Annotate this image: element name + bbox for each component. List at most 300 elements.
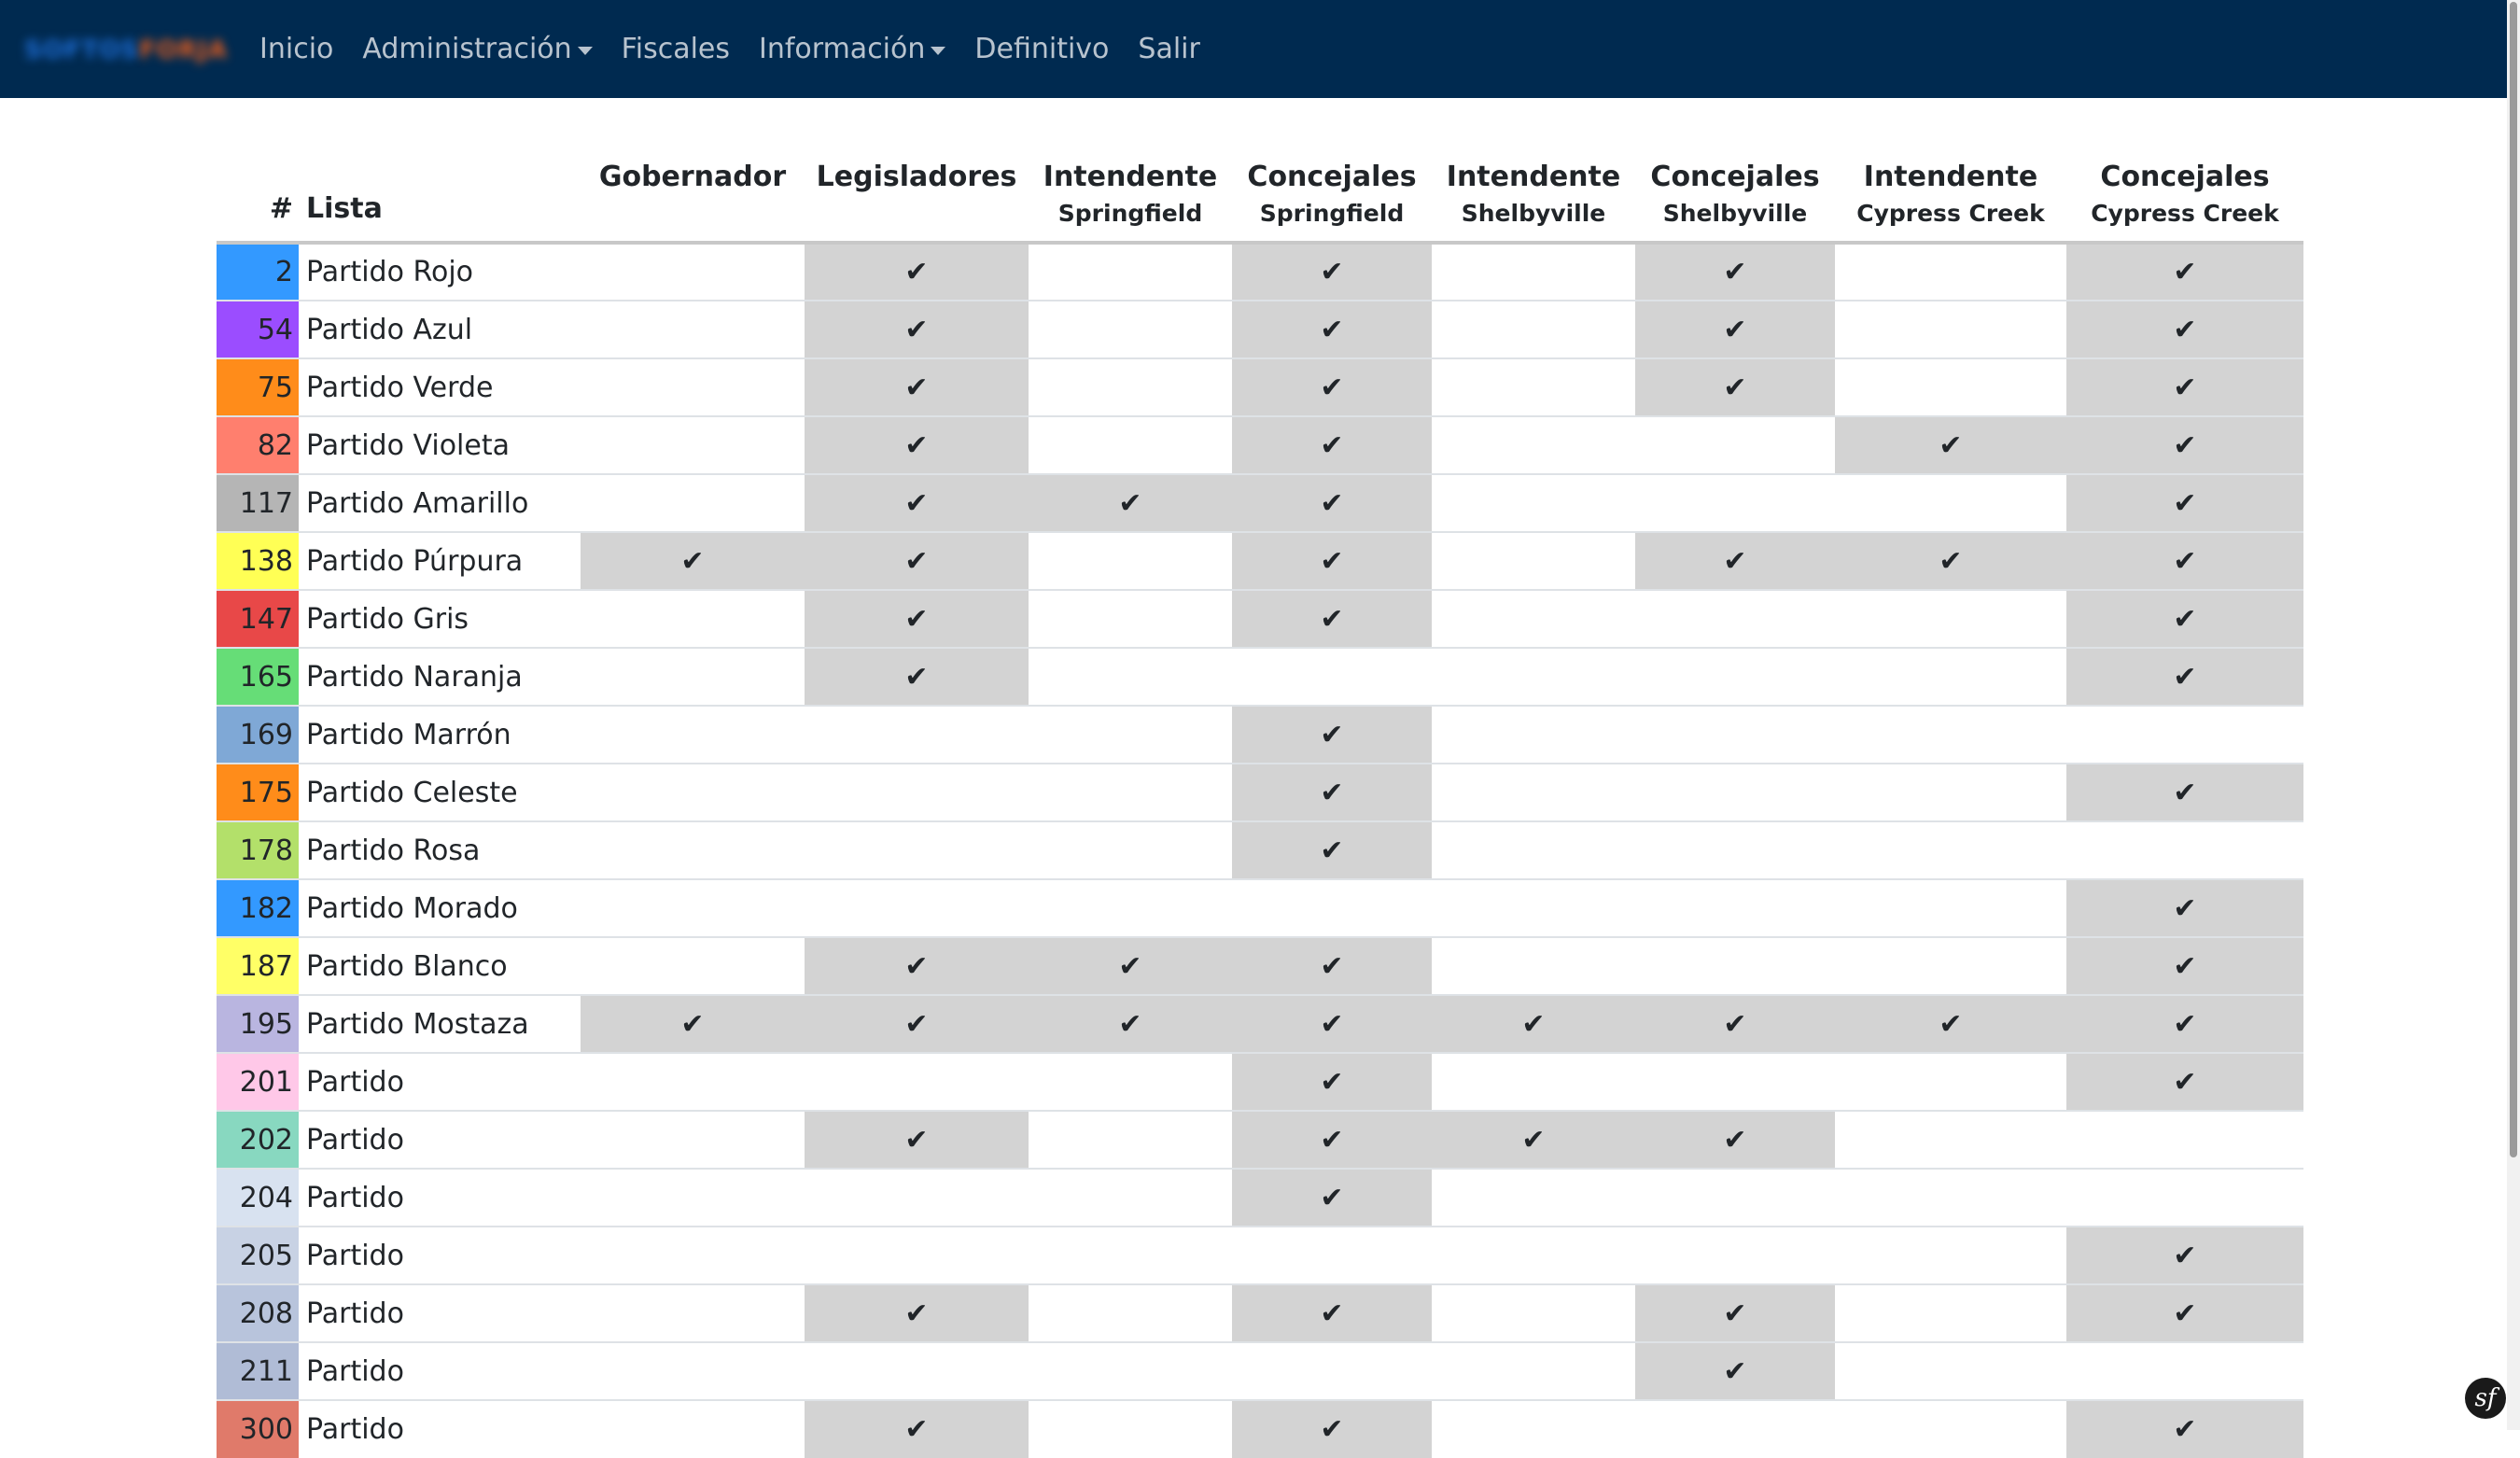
list-number: 178	[217, 821, 299, 879]
header-column-label: Concejales	[1247, 161, 1417, 193]
nav-item-definitivo[interactable]	[974, 33, 1109, 65]
checkmark-icon: ✔	[904, 949, 929, 983]
list-number: 202	[217, 1111, 299, 1169]
checkmark-icon: ✔	[2173, 1007, 2197, 1041]
check-cell	[2066, 764, 2303, 821]
table-row[interactable]	[217, 358, 2303, 416]
checkmark-icon: ✔	[1320, 313, 1344, 346]
empty-cell	[581, 1284, 805, 1342]
empty-cell	[1635, 1227, 1835, 1284]
nav-item-label: Administración	[362, 33, 572, 65]
list-name: Partido	[299, 1169, 581, 1227]
empty-cell	[1029, 243, 1232, 301]
check-cell	[805, 358, 1029, 416]
checkmark-icon: ✔	[1320, 428, 1344, 462]
list-number: 147	[217, 590, 299, 648]
empty-cell	[805, 821, 1029, 879]
table-row[interactable]	[217, 1342, 2303, 1400]
table-row[interactable]	[217, 532, 2303, 590]
empty-cell	[581, 416, 805, 474]
check-cell	[1232, 764, 1432, 821]
empty-cell	[1432, 1227, 1635, 1284]
checkmark-icon: ✔	[2173, 949, 2197, 983]
empty-cell	[1029, 301, 1232, 358]
list-name: Partido	[299, 1053, 581, 1111]
checkmark-icon: ✔	[904, 1123, 929, 1157]
empty-cell	[581, 937, 805, 995]
nav-item-label: Información	[759, 33, 926, 65]
empty-cell	[1232, 1227, 1432, 1284]
list-number: 187	[217, 937, 299, 995]
empty-cell	[805, 879, 1029, 937]
check-cell	[2066, 937, 2303, 995]
table-row[interactable]	[217, 301, 2303, 358]
list-number: 211	[217, 1342, 299, 1400]
empty-cell	[1835, 1053, 2066, 1111]
table-row[interactable]	[217, 821, 2303, 879]
empty-cell	[1835, 474, 2066, 532]
brand-text-part: FORJA	[139, 36, 228, 64]
empty-cell	[1029, 590, 1232, 648]
top-navbar	[0, 0, 2520, 98]
empty-cell	[1232, 1342, 1432, 1400]
empty-cell	[1635, 764, 1835, 821]
header-column	[805, 98, 1029, 243]
empty-cell	[1232, 648, 1432, 706]
check-cell	[1232, 937, 1432, 995]
check-cell	[805, 590, 1029, 648]
empty-cell	[581, 301, 805, 358]
header-column-sublabel: Shelbyville	[1461, 200, 1606, 227]
check-cell	[1432, 1111, 1635, 1169]
list-name: Partido Morado	[299, 879, 581, 937]
list-name: Partido Verde	[299, 358, 581, 416]
checkmark-icon: ✔	[1723, 313, 1747, 346]
table-row[interactable]	[217, 1053, 2303, 1111]
empty-cell	[581, 358, 805, 416]
checkmark-icon: ✔	[1320, 1413, 1344, 1446]
table-row[interactable]	[217, 1400, 2303, 1458]
header-column	[1835, 98, 2066, 243]
checkmark-icon: ✔	[1320, 544, 1344, 578]
nav-item-label: Inicio	[259, 33, 334, 65]
checkmark-icon: ✔	[1320, 718, 1344, 751]
check-cell	[1029, 474, 1232, 532]
list-number: 205	[217, 1227, 299, 1284]
list-number: 182	[217, 879, 299, 937]
check-cell	[805, 937, 1029, 995]
empty-cell	[1029, 1053, 1232, 1111]
empty-cell	[805, 1227, 1029, 1284]
list-name: Partido Celeste	[299, 764, 581, 821]
empty-cell	[1432, 879, 1635, 937]
empty-cell	[1835, 1284, 2066, 1342]
empty-cell	[581, 706, 805, 764]
nav-item-informacion[interactable]	[759, 33, 945, 65]
check-cell	[1835, 532, 2066, 590]
empty-cell	[1029, 648, 1232, 706]
table-row[interactable]	[217, 706, 2303, 764]
list-name: Partido	[299, 1111, 581, 1169]
table-body	[217, 243, 2303, 1458]
checkmark-icon: ✔	[2173, 891, 2197, 925]
check-cell	[1635, 243, 1835, 301]
empty-cell	[1635, 416, 1835, 474]
check-cell	[2066, 416, 2303, 474]
checkmark-icon: ✔	[1723, 256, 1747, 288]
checkmark-icon: ✔	[904, 660, 929, 694]
table-row[interactable]	[217, 474, 2303, 532]
checkmark-icon: ✔	[1320, 1123, 1344, 1157]
table-row[interactable]	[217, 648, 2303, 706]
check-cell	[805, 243, 1029, 301]
checkmark-icon: ✔	[1320, 602, 1344, 636]
empty-cell	[1835, 358, 2066, 416]
check-cell	[1232, 1400, 1432, 1458]
checkmark-icon: ✔	[680, 1007, 705, 1041]
list-name: Partido Marrón	[299, 706, 581, 764]
list-name: Partido	[299, 1342, 581, 1400]
list-name: Partido Rosa	[299, 821, 581, 879]
empty-cell	[1232, 879, 1432, 937]
checkmark-icon: ✔	[1118, 949, 1142, 983]
header-column-sublabel: Shelbyville	[1662, 200, 1808, 227]
check-cell	[805, 474, 1029, 532]
empty-cell	[1835, 1342, 2066, 1400]
empty-cell	[2066, 1111, 2303, 1169]
check-cell	[1232, 358, 1432, 416]
checkmark-icon: ✔	[2173, 1239, 2197, 1272]
checkmark-icon: ✔	[1521, 1007, 1546, 1041]
table-row[interactable]	[217, 243, 2303, 301]
header-column	[1635, 98, 1835, 243]
check-cell	[2066, 1227, 2303, 1284]
nav-item-administracion[interactable]	[362, 33, 592, 65]
empty-cell	[1029, 358, 1232, 416]
empty-cell	[1029, 879, 1232, 937]
checkmark-icon: ✔	[2173, 776, 2197, 809]
empty-cell	[1635, 706, 1835, 764]
empty-cell	[1835, 879, 2066, 937]
list-number: 82	[217, 416, 299, 474]
check-cell	[1232, 1111, 1432, 1169]
empty-cell	[2066, 821, 2303, 879]
check-cell	[2066, 1284, 2303, 1342]
empty-cell	[805, 1342, 1029, 1400]
scrollbar-thumb[interactable]	[2510, 2, 2517, 1157]
check-cell	[1232, 706, 1432, 764]
checkmark-icon: ✔	[1723, 1354, 1747, 1388]
empty-cell	[581, 590, 805, 648]
nav-menu	[259, 0, 1229, 98]
check-cell	[805, 648, 1029, 706]
empty-cell	[1432, 648, 1635, 706]
check-cell	[2066, 1053, 2303, 1111]
checkmark-icon: ✔	[1320, 1065, 1344, 1099]
table-row[interactable]	[217, 1169, 2303, 1227]
list-number: 300	[217, 1400, 299, 1458]
empty-cell	[805, 1053, 1029, 1111]
checkmark-icon: ✔	[2173, 428, 2197, 462]
empty-cell	[1432, 764, 1635, 821]
check-cell	[1835, 995, 2066, 1053]
lists-table	[217, 98, 2303, 1458]
empty-cell	[1432, 937, 1635, 995]
checkmark-icon: ✔	[2173, 1065, 2197, 1099]
header-column-label: Concejales	[1650, 161, 1820, 193]
checkmark-icon: ✔	[904, 256, 929, 288]
empty-cell	[1432, 706, 1635, 764]
empty-cell	[1029, 1284, 1232, 1342]
check-cell	[1232, 474, 1432, 532]
check-cell	[581, 995, 805, 1053]
checkmark-icon: ✔	[2173, 1413, 2197, 1446]
list-number: 117	[217, 474, 299, 532]
list-number: 75	[217, 358, 299, 416]
empty-cell	[805, 1169, 1029, 1227]
check-cell	[1232, 301, 1432, 358]
empty-cell	[1432, 474, 1635, 532]
empty-cell	[1635, 1169, 1835, 1227]
empty-cell	[1635, 474, 1835, 532]
main-content	[217, 98, 2303, 1458]
checkmark-icon: ✔	[904, 371, 929, 404]
empty-cell	[1432, 532, 1635, 590]
checkmark-icon: ✔	[1939, 428, 1963, 462]
checkmark-icon: ✔	[2173, 313, 2197, 346]
list-number: 201	[217, 1053, 299, 1111]
header-lista: Lista	[299, 98, 581, 243]
nav-item-inicio[interactable]	[259, 33, 333, 65]
empty-cell	[1432, 1342, 1635, 1400]
brand-text-part: SOFTOS	[24, 36, 140, 64]
check-cell	[1635, 1284, 1835, 1342]
empty-cell	[1635, 648, 1835, 706]
check-cell	[2066, 474, 2303, 532]
checkmark-icon: ✔	[1320, 1181, 1344, 1214]
nav-item-fiscales[interactable]	[622, 33, 730, 65]
empty-cell	[1835, 1111, 2066, 1169]
empty-cell	[1029, 1111, 1232, 1169]
check-cell	[2066, 301, 2303, 358]
empty-cell	[581, 1400, 805, 1458]
header-column-sublabel: Cypress Creek	[1856, 200, 2045, 227]
list-name: Partido Mostaza	[299, 995, 581, 1053]
brand-logo[interactable]	[24, 36, 228, 64]
list-number: 195	[217, 995, 299, 1053]
empty-cell	[1635, 590, 1835, 648]
list-number: 165	[217, 648, 299, 706]
empty-cell	[1432, 358, 1635, 416]
table-row[interactable]	[217, 1227, 2303, 1284]
check-cell	[1232, 532, 1432, 590]
check-cell	[1432, 995, 1635, 1053]
check-cell	[1232, 1169, 1432, 1227]
empty-cell	[805, 706, 1029, 764]
header-column-sublabel: Cypress Creek	[2091, 200, 2279, 227]
check-cell	[1232, 1284, 1432, 1342]
empty-cell	[581, 648, 805, 706]
caret-down-icon	[931, 47, 945, 55]
checkmark-icon: ✔	[904, 544, 929, 578]
table-row[interactable]	[217, 590, 2303, 648]
check-cell	[1232, 416, 1432, 474]
empty-cell	[1029, 416, 1232, 474]
checkmark-icon: ✔	[904, 486, 929, 520]
checkmark-icon: ✔	[1939, 1007, 1963, 1041]
table-row[interactable]	[217, 764, 2303, 821]
checkmark-icon: ✔	[2173, 660, 2197, 694]
empty-cell	[581, 1169, 805, 1227]
caret-down-icon	[578, 47, 593, 55]
list-name: Partido	[299, 1400, 581, 1458]
check-cell	[2066, 1400, 2303, 1458]
empty-cell	[1635, 821, 1835, 879]
check-cell	[1232, 243, 1432, 301]
header-column-label: Intendente	[1043, 161, 1218, 193]
list-name: Partido	[299, 1284, 581, 1342]
checkmark-icon: ✔	[904, 1413, 929, 1446]
list-number: 169	[217, 706, 299, 764]
checkmark-icon: ✔	[904, 602, 929, 636]
checkmark-icon: ✔	[1939, 544, 1963, 578]
checkmark-icon: ✔	[2173, 371, 2197, 404]
check-cell	[805, 416, 1029, 474]
list-number: 204	[217, 1169, 299, 1227]
checkmark-icon: ✔	[2173, 602, 2197, 636]
table-header	[217, 98, 2303, 243]
table-row[interactable]	[217, 1111, 2303, 1169]
check-cell	[2066, 648, 2303, 706]
checkmark-icon: ✔	[680, 544, 705, 578]
vertical-scrollbar[interactable]	[2507, 0, 2520, 1430]
checkmark-icon: ✔	[1723, 371, 1747, 404]
empty-cell	[1432, 243, 1635, 301]
empty-cell	[1835, 937, 2066, 995]
list-name: Partido	[299, 1227, 581, 1284]
table-row[interactable]	[217, 1284, 2303, 1342]
empty-cell	[1835, 301, 2066, 358]
empty-cell	[1029, 1342, 1232, 1400]
list-number: 208	[217, 1284, 299, 1342]
checkmark-icon: ✔	[1723, 544, 1747, 578]
empty-cell	[1029, 1169, 1232, 1227]
check-cell	[805, 301, 1029, 358]
checkmark-icon: ✔	[1320, 486, 1344, 520]
checkmark-icon: ✔	[1320, 776, 1344, 809]
header-column	[1432, 98, 1635, 243]
empty-cell	[1432, 1284, 1635, 1342]
table-row[interactable]	[217, 416, 2303, 474]
empty-cell	[2066, 1169, 2303, 1227]
empty-cell	[1635, 879, 1835, 937]
empty-cell	[1835, 590, 2066, 648]
empty-cell	[1835, 821, 2066, 879]
header-column-sublabel: Springfield	[1259, 200, 1405, 227]
empty-cell	[1432, 821, 1635, 879]
checkmark-icon: ✔	[1320, 371, 1344, 404]
header-column-label: Legisladores	[816, 161, 1017, 193]
empty-cell	[1835, 706, 2066, 764]
empty-cell	[1432, 301, 1635, 358]
empty-cell	[1432, 590, 1635, 648]
check-cell	[2066, 532, 2303, 590]
empty-cell	[2066, 1342, 2303, 1400]
list-name: Partido Gris	[299, 590, 581, 648]
list-name: Partido Púrpura	[299, 532, 581, 590]
empty-cell	[1432, 416, 1635, 474]
check-cell	[2066, 879, 2303, 937]
checkmark-icon: ✔	[904, 428, 929, 462]
checkmark-icon: ✔	[2173, 544, 2197, 578]
checkmark-icon: ✔	[904, 1007, 929, 1041]
checkmark-icon: ✔	[2173, 1297, 2197, 1330]
check-cell	[805, 532, 1029, 590]
empty-cell	[581, 243, 805, 301]
symfony-toolbar-icon[interactable]: sf	[2465, 1378, 2506, 1419]
table-row[interactable]	[217, 879, 2303, 937]
list-name: Partido Blanco	[299, 937, 581, 995]
header-column	[1232, 98, 1432, 243]
table-row[interactable]	[217, 937, 2303, 995]
check-cell	[1635, 1111, 1835, 1169]
check-cell	[2066, 358, 2303, 416]
check-cell	[1635, 301, 1835, 358]
check-cell	[1835, 416, 2066, 474]
nav-item-salir[interactable]	[1138, 33, 1199, 65]
list-number: 175	[217, 764, 299, 821]
nav-item-label: Definitivo	[974, 33, 1110, 65]
check-cell	[2066, 590, 2303, 648]
header-column	[2066, 98, 2303, 243]
check-cell	[805, 1284, 1029, 1342]
check-cell	[1232, 821, 1432, 879]
nav-item-label: Salir	[1138, 33, 1200, 65]
nav-item-label: Fiscales	[621, 33, 730, 65]
checkmark-icon: ✔	[1521, 1123, 1546, 1157]
empty-cell	[2066, 706, 2303, 764]
check-cell	[1635, 1342, 1835, 1400]
check-cell	[2066, 995, 2303, 1053]
empty-cell	[581, 879, 805, 937]
check-cell	[581, 532, 805, 590]
header-column-label: Intendente	[1863, 161, 2038, 193]
empty-cell	[1835, 648, 2066, 706]
check-cell	[1232, 995, 1432, 1053]
header-column	[581, 98, 805, 243]
list-name: Partido Amarillo	[299, 474, 581, 532]
checkmark-icon: ✔	[904, 313, 929, 346]
empty-cell	[805, 764, 1029, 821]
empty-cell	[1635, 1400, 1835, 1458]
empty-cell	[1835, 1227, 2066, 1284]
empty-cell	[1635, 1053, 1835, 1111]
empty-cell	[1029, 532, 1232, 590]
empty-cell	[1432, 1169, 1635, 1227]
check-cell	[1635, 995, 1835, 1053]
check-cell	[1029, 937, 1232, 995]
check-cell	[1029, 995, 1232, 1053]
header-column-label: Concejales	[2100, 161, 2270, 193]
empty-cell	[581, 474, 805, 532]
list-name: Partido Violeta	[299, 416, 581, 474]
table-row[interactable]	[217, 995, 2303, 1053]
header-column	[1029, 98, 1232, 243]
checkmark-icon: ✔	[2173, 256, 2197, 288]
checkmark-icon: ✔	[1723, 1297, 1747, 1330]
empty-cell	[1835, 243, 2066, 301]
empty-cell	[1835, 764, 2066, 821]
